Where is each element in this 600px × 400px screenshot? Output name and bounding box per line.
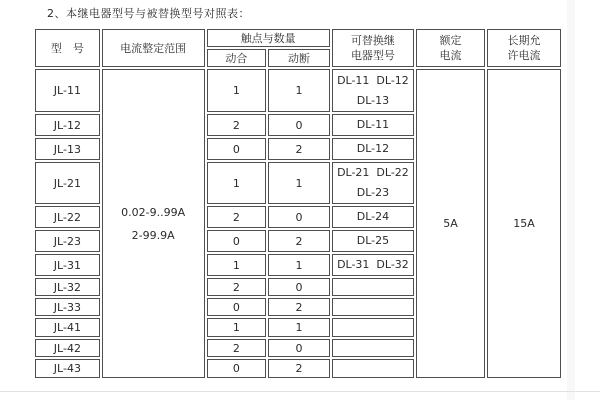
contacts-nc-cell: 1 (268, 69, 330, 112)
replaceable-model-cell (332, 298, 414, 316)
header-model: 型 号 (35, 29, 100, 67)
contacts-no-cell: 2 (207, 339, 267, 357)
replaceable-model-cell (332, 254, 414, 276)
table-header (35, 29, 561, 67)
contacts-no-cell: 0 (207, 230, 267, 252)
contacts-nc-cell: 0 (268, 278, 330, 296)
contacts-nc-cell: 1 (268, 162, 330, 204)
page-title: 2、本继电器型号与被替换型号对照表： (47, 7, 250, 20)
header-contacts-nc: 动断 (268, 49, 330, 67)
model-cell: JL-12 (35, 114, 100, 136)
model-cell: JL-11 (35, 69, 100, 112)
table-body (35, 69, 561, 378)
replaceable-model-cell (332, 114, 414, 136)
replaceable-line1: DL-31 DL-32 (337, 258, 409, 271)
contacts-nc-cell: 1 (268, 318, 330, 337)
contacts-no-cell: 1 (207, 318, 267, 337)
header-rated-current (416, 29, 485, 67)
replaceable-model-cell (332, 339, 414, 357)
replaceable-model-cell (332, 359, 414, 378)
contacts-nc-cell: 1 (268, 254, 330, 276)
replaceable-model-cell (332, 206, 414, 228)
page-edge-band (567, 0, 575, 400)
header-contacts-group: 触点与数量 (207, 29, 330, 47)
header-rated-line1: 额定 (439, 34, 462, 47)
model-cell: JL-22 (35, 206, 100, 228)
page-edge-line (0, 391, 600, 392)
current-range-line2: 2-99.9A (131, 228, 175, 242)
contacts-no-cell: 0 (207, 138, 267, 160)
replaceable-line1: DL-11 DL-12 (337, 73, 409, 87)
contacts-no-cell: 0 (207, 359, 267, 378)
replaceable-model-cell (332, 69, 414, 112)
model-cell: JL-32 (35, 278, 100, 296)
longterm-current-cell: 15A (487, 69, 561, 378)
replaceable-line1: DL-11 (356, 118, 390, 131)
contacts-no-cell: 0 (207, 298, 267, 316)
replaceable-line1: DL-21 DL-22 (337, 166, 409, 179)
model-cell: JL-21 (35, 162, 100, 204)
model-cell: JL-42 (35, 339, 100, 357)
replaceable-line1: DL-25 (356, 234, 390, 247)
header-replaceable-line2: 电器型号 (350, 49, 395, 62)
contacts-nc-cell: 0 (268, 114, 330, 136)
replaceable-model-cell (332, 162, 414, 204)
contacts-no-cell: 1 (207, 162, 267, 204)
replaceable-line1: DL-12 (356, 142, 390, 155)
header-longterm-line1: 长期允 (507, 34, 541, 47)
contacts-nc-cell: 2 (268, 138, 330, 160)
contacts-nc-cell: 2 (268, 230, 330, 252)
replaceable-model-cell (332, 138, 414, 160)
header-replaceable-line1: 可替换继 (350, 34, 395, 47)
table-row (35, 69, 561, 112)
contacts-nc-cell: 0 (268, 206, 330, 228)
header-current-range: 电流整定范围 (102, 29, 205, 67)
contacts-no-cell: 2 (207, 206, 267, 228)
contacts-nc-cell: 2 (268, 359, 330, 378)
replaceable-model-cell (332, 318, 414, 337)
current-range-cell (102, 69, 205, 378)
header-contacts-no: 动合 (207, 49, 267, 67)
contacts-nc-cell: 0 (268, 339, 330, 357)
contacts-nc-cell: 2 (268, 298, 330, 316)
header-replaceable-model (332, 29, 414, 67)
replaceable-model-cell (332, 230, 414, 252)
replaceable-model-cell (332, 278, 414, 296)
model-cell: JL-13 (35, 138, 100, 160)
header-longterm-line2: 许电流 (507, 49, 541, 62)
replaceable-line2: DL-13 (356, 93, 390, 107)
model-cell: JL-23 (35, 230, 100, 252)
contacts-no-cell: 2 (207, 114, 267, 136)
replaceable-line2: DL-23 (356, 186, 390, 199)
replaceable-line1: DL-24 (356, 210, 390, 223)
header-rated-line2: 电流 (439, 49, 462, 62)
model-cell: JL-43 (35, 359, 100, 378)
model-cell: JL-33 (35, 298, 100, 316)
contacts-no-cell: 2 (207, 278, 267, 296)
contacts-no-cell: 1 (207, 254, 267, 276)
current-range-line1: 0.02-9..99A (121, 205, 186, 219)
rated-current-cell: 5A (416, 69, 485, 378)
contacts-no-cell: 1 (207, 69, 267, 112)
header-longterm-current (487, 29, 561, 67)
model-cell: JL-31 (35, 254, 100, 276)
model-cell: JL-41 (35, 318, 100, 337)
relay-comparison-table (33, 27, 563, 380)
